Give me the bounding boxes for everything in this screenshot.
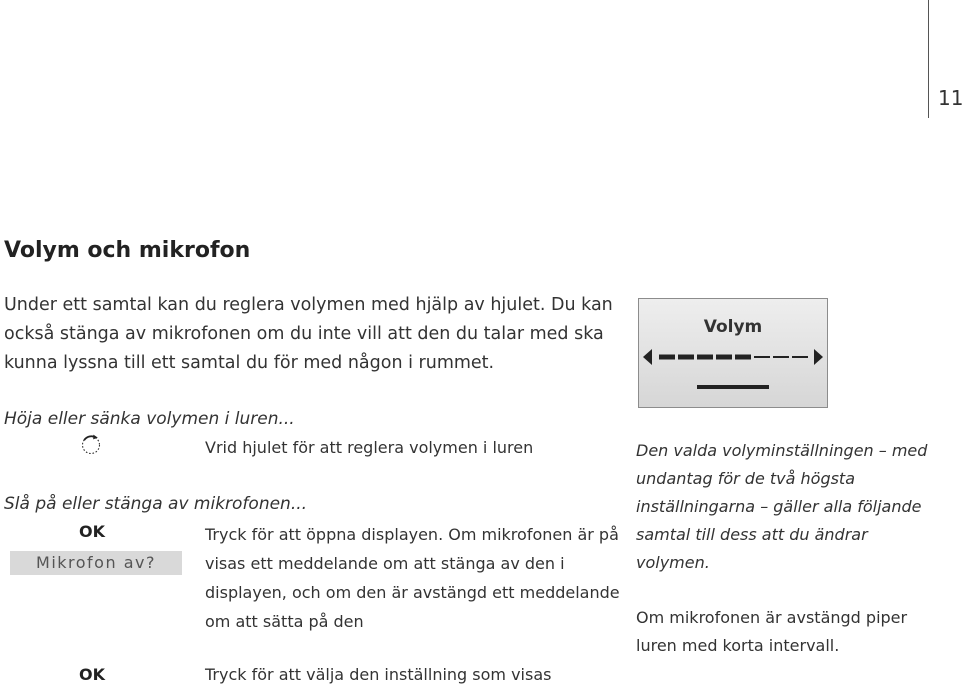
note-microphone: Om mikrofonen är avstängd piper luren med korta intervall.	[636, 608, 908, 655]
microphone-step1: Tryck för att öppna displayen. Om mikrofonen är på visas ett meddelande om att stänga av den i displayen, och om den är avstängd ett meddelande om att sätta på den	[205, 525, 620, 631]
volume-segment-filled	[697, 355, 713, 360]
volume-segment-filled	[716, 355, 732, 360]
intro-paragraph: Under ett samtal kan du reglera volymen med hjälp av hjulet. Du kan också stänga av mikrofonen om du inte vill att den du talar med ska kunna lyssna till ett samtal du för med någon i rummet.	[4, 295, 613, 373]
volume-segment-empty	[792, 356, 808, 358]
display-underline	[697, 385, 769, 389]
display-message: Mikrofon av?	[10, 551, 182, 575]
volume-segment-filled	[659, 355, 675, 360]
section-title: Volym och mikrofon	[4, 238, 251, 263]
ok-button-label-2: OK	[79, 665, 105, 684]
volume-level-bar	[659, 355, 808, 360]
volume-instruction: Vrid hjulet för att reglera volymen i luren	[205, 438, 534, 457]
microphone-heading: Slå på eller stänga av mikrofonen...	[4, 494, 308, 514]
wheel-rotate-icon	[80, 433, 102, 455]
page-rule	[928, 0, 929, 118]
volume-segment-empty	[754, 356, 770, 358]
volume-heading: Höja eller sänka volymen i luren...	[4, 409, 295, 429]
page-number: 11	[938, 86, 963, 110]
volume-segment-filled	[735, 355, 751, 360]
triangle-right-icon	[814, 349, 823, 365]
triangle-left-icon	[643, 349, 652, 365]
note-volume: Den valda volyminställningen – med undantag för de två högsta inställningarna – gäller alla följande samtal till dess att du ändrar volymen.	[636, 441, 928, 572]
ok-button-label: OK	[79, 522, 105, 541]
volume-segment-filled	[678, 355, 694, 360]
volume-display	[638, 298, 828, 408]
microphone-step2: Tryck för att välja den inställning som visas	[205, 665, 552, 684]
display-title: Volym	[703, 317, 763, 337]
volume-segment-empty	[773, 356, 789, 358]
